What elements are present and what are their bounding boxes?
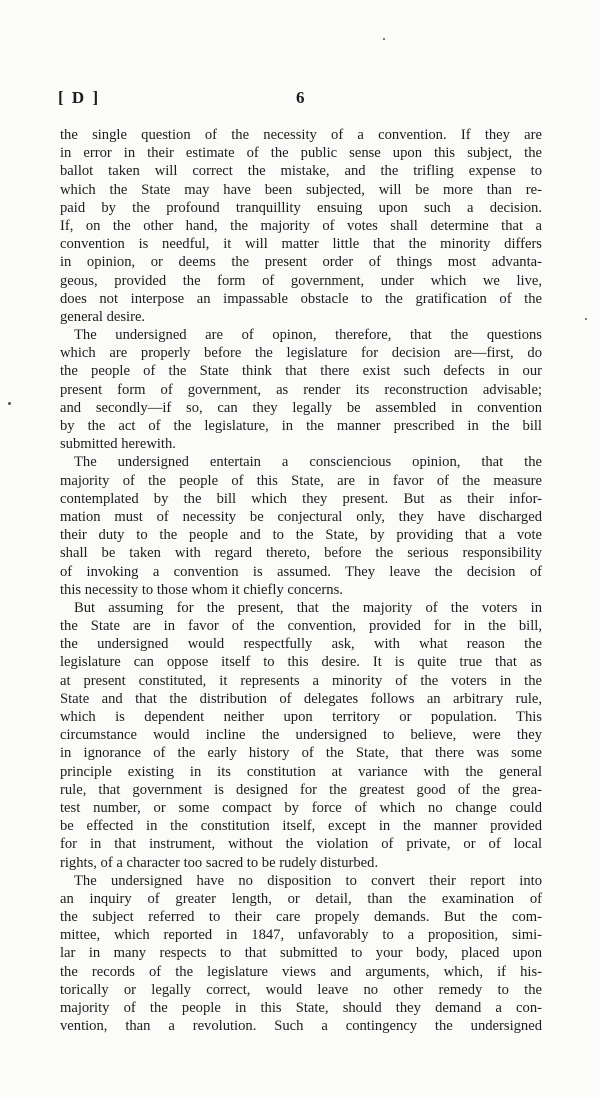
text-line: which is dependent neither upon territory or population. This — [60, 709, 542, 725]
text-line: vention, than a revolution. Such a contingency the undersigned — [60, 1018, 542, 1035]
text-line: in ignorance of the early history of the State, that there was some — [60, 745, 542, 762]
text-line: be effected in the constitution itself, except in the manner provided — [60, 818, 542, 835]
text-line: the subject referred to their care propely demands. But the com- — [60, 909, 542, 926]
text-line: submitted herewith. — [60, 436, 176, 453]
text-line: paid by the profound tranquillity ensuing upon such a decision. — [60, 199, 542, 216]
text-line: the undersigned would respectfully ask, with what reason the — [60, 636, 542, 653]
text-line: principle existing in its constitution at variance with the general — [60, 763, 542, 780]
text-line: shall be taken with regard thereto, before the serious responsibility — [60, 545, 542, 562]
text-line: in error in their estimate of the public sense upon this subject, the — [60, 145, 542, 162]
paragraph-first-line: But assuming for the present, that the majority of the voters in — [74, 599, 542, 616]
paragraph-first-line: The undersigned are of opinon, therefore, that the questions — [74, 327, 542, 344]
text-line: mittee, which reported in 1847, unfavorably to a proposition, simi- — [60, 927, 542, 944]
text-line: of invoking a convention is assumed. They leave the decision of — [60, 563, 542, 580]
text-line: State and that the distribution of delegates follows an arbitrary rule, — [60, 690, 542, 707]
text-line: test number, or some compact by force of which no change could — [60, 799, 542, 816]
text-line: convention is needful, it will matter little that the minority differs — [60, 236, 542, 253]
text-line: which are properly before the legislature for decision are—first, do — [60, 345, 542, 362]
text-line: the single question of the necessity of a convention. If they are — [60, 127, 542, 143]
text-line: mation must of necessity be conjectural only, they have discharged — [60, 508, 542, 525]
text-line: does not interpose an impassable obstacle to the gratification of the — [60, 290, 542, 307]
text-line: lar in many respects to that submitted to your body, placed upon — [60, 945, 542, 962]
text-line: an inquiry of greater length, or detail, than the examination of — [60, 890, 542, 907]
text-line: contemplated by the bill which they present. But as their infor- — [60, 490, 542, 507]
page-header — [58, 88, 542, 110]
text-line: the State are in favor of the convention, provided for in the bill, — [60, 618, 542, 635]
body-text — [60, 126, 542, 1035]
text-line: torically or legally correct, would leave no other remedy to the — [60, 981, 542, 998]
page-number: 6 — [296, 88, 305, 107]
text-line: rights, of a character too sacred to be rudely disturbed. — [60, 854, 379, 871]
paragraph-first-line: The undersigned have no disposition to convert their report into — [74, 872, 542, 889]
text-line: by the act of the legislature, in the manner prescribed in the bill — [60, 418, 542, 434]
text-line: majority of the people in this State, should they demand a con- — [60, 1000, 542, 1016]
text-line: If, on the other hand, the majority of votes shall determine that a — [60, 217, 542, 234]
text-line: which the State may have been subjected, will be more than re- — [60, 181, 542, 198]
text-line: rule, that government is designed for the greatest good of the grea- — [60, 781, 542, 798]
print-speck — [585, 318, 587, 320]
text-line: their duty to the people and to the State, by providing that a vote — [60, 527, 542, 544]
signature-mark: [ D ] — [58, 88, 101, 107]
text-line: general desire. — [60, 308, 146, 325]
text-line: majority of the people of this State, are in favor of the measure — [60, 472, 542, 489]
text-line: in opinion, or deems the present order of things most advanta- — [60, 254, 542, 271]
print-speck — [383, 38, 385, 40]
text-line: at present constituted, it represents a minority of the voters in the — [60, 672, 542, 689]
text-line: the records of the legislature views and arguments, which, if his- — [60, 963, 542, 980]
text-line: the people of the State think that there exist such defects in our — [60, 363, 542, 380]
print-speck — [8, 402, 11, 405]
text-line: ballot taken will correct the mistake, and the trifling expense to — [60, 163, 542, 180]
text-line: geous, provided the form of government, under which we live, — [60, 272, 542, 289]
text-line: present form of government, as render its reconstruction advisable; — [60, 381, 542, 398]
text-line: this necessity to those whom it chiefly concerns. — [60, 581, 343, 598]
text-line: and secondly—if so, can they legally be assembled in convention — [60, 399, 542, 416]
text-line: legislature can oppose itself to this desire. It is quite true that as — [60, 654, 542, 671]
paragraph-first-line: The undersigned entertain a consciencious opinion, that the — [74, 454, 542, 471]
text-line: for in that instrument, without the violation of private, or of local — [60, 836, 542, 853]
text-line: circumstance would incline the undersigned to believe, were they — [60, 727, 542, 744]
